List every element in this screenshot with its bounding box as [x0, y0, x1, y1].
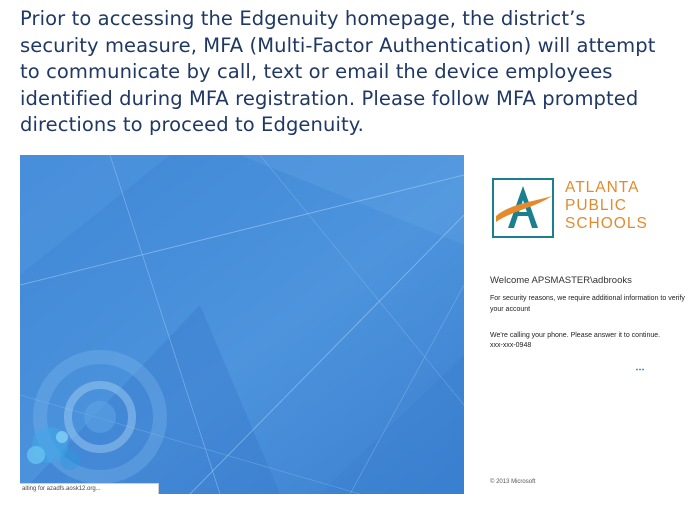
- welcome-heading: Welcome APSMASTER\adbrooks: [490, 275, 632, 286]
- browser-status-bar: aiting for azadfs.aosk12.org...: [20, 483, 159, 494]
- security-message: For security reasons, we require additional information to verify your account: [490, 295, 685, 313]
- logo-line-atlanta: ATLANTA: [565, 179, 640, 196]
- aps-logo-mark-icon: [492, 178, 554, 238]
- instruction-paragraph: Prior to accessing the Edgenuity homepage, the district’s security measure, MFA (Multi-Factor Authentication) will attempt to communicate by call, text or email the device employees identified during MFA registration. Please follow MFA prompted directions to proceed to Edgenuity.: [20, 7, 656, 136]
- aps-logo: [492, 177, 652, 239]
- logo-line-schools: SCHOOLS: [565, 215, 648, 232]
- adfs-login-panel: [478, 155, 690, 494]
- masked-phone-number: xxx-xxx-0948: [490, 342, 532, 349]
- login-background-illustration: [20, 155, 464, 494]
- logo-line-public: PUBLIC: [565, 197, 627, 214]
- copyright-footer: © 2013 Microsoft: [490, 479, 536, 485]
- aps-logo-text: [565, 179, 648, 233]
- loading-dots-icon: [636, 368, 644, 371]
- calling-status-message: We're calling your phone. Please answer it to continue.: [490, 332, 661, 339]
- background-graphic: [20, 155, 464, 494]
